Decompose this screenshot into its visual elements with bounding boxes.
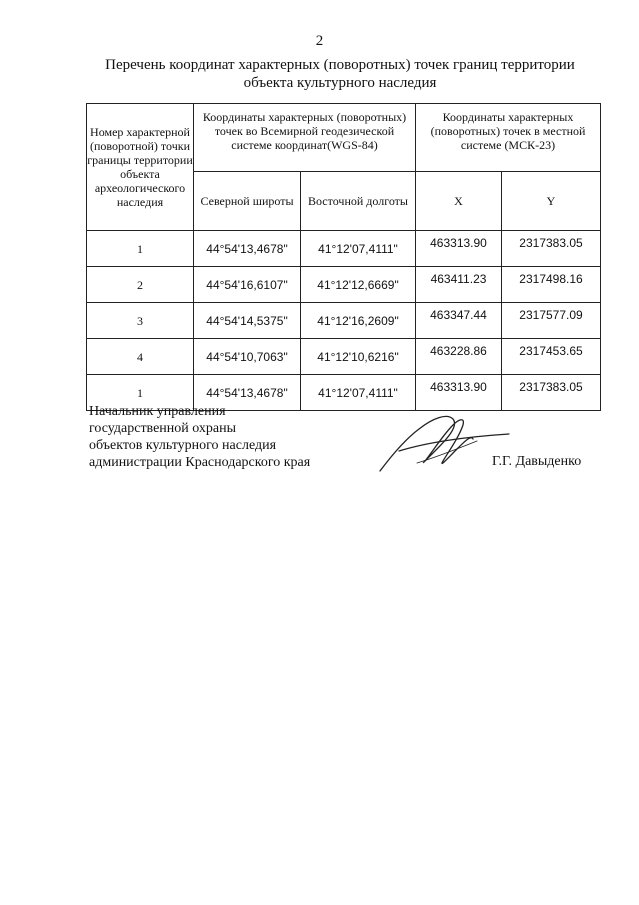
longitude: 41°12'10,6216" — [301, 339, 416, 375]
latitude: 44°54'10,7063" — [194, 339, 301, 375]
latitude: 44°54'13,4678" — [194, 231, 301, 267]
header-x: X — [416, 172, 502, 231]
point-number: 4 — [87, 339, 194, 375]
document-title — [80, 56, 600, 92]
y-coordinate: 2317453.65 — [502, 339, 601, 375]
latitude: 44°54'16,6107" — [194, 267, 301, 303]
table-row — [87, 339, 601, 375]
x-coordinate: 463347.44 — [416, 303, 502, 339]
longitude: 41°12'16,2609" — [301, 303, 416, 339]
position-line-3: объектов культурного наследия — [89, 438, 277, 453]
coordinates-table — [86, 103, 601, 411]
header-wgs84: Координаты характерных (поворотных) точек во Всемирной геодезической системе координат(WGS-84) — [194, 104, 416, 172]
x-coordinate: 463228.86 — [416, 339, 502, 375]
x-coordinate: 463411.23 — [416, 267, 502, 303]
latitude: 44°54'13,4678" — [194, 375, 301, 411]
y-coordinate: 2317383.05 — [502, 375, 601, 411]
header-east-longitude: Восточной долготы — [301, 172, 416, 231]
position-line-4: администрации Краснодарского края — [89, 455, 311, 470]
header-north-latitude: Северной широты — [194, 172, 301, 231]
longitude: 41°12'12,6669" — [301, 267, 416, 303]
longitude: 41°12'07,4111" — [301, 375, 416, 411]
longitude: 41°12'07,4111" — [301, 231, 416, 267]
signer-name: Г.Г. Давыденко — [492, 454, 582, 469]
latitude: 44°54'14,5375" — [194, 303, 301, 339]
header-msk23: Координаты характерных (поворотных) точек в местной системе (МСК-23) — [416, 104, 601, 172]
point-number: 1 — [87, 231, 194, 267]
point-number: 1 — [87, 375, 194, 411]
point-number: 2 — [87, 267, 194, 303]
x-coordinate: 463313.90 — [416, 375, 502, 411]
signatory-position — [89, 403, 310, 471]
title-line-2: объекта культурного наследия — [243, 75, 437, 91]
position-line-2: государственной охраны — [89, 421, 237, 436]
point-number: 3 — [87, 303, 194, 339]
y-coordinate: 2317498.16 — [502, 267, 601, 303]
x-coordinate: 463313.90 — [416, 231, 502, 267]
header-point-number: Номер характерной (поворотной) точки границы территории объекта археологического наследия — [87, 104, 194, 231]
y-coordinate: 2317383.05 — [502, 231, 601, 267]
y-coordinate: 2317577.09 — [502, 303, 601, 339]
table-row — [87, 267, 601, 303]
table-row — [87, 303, 601, 339]
page-number: 2 — [315, 33, 324, 49]
header-y: Y — [502, 172, 601, 231]
title-line-1: Перечень координат характерных (поворотных) точек границ территории — [105, 57, 575, 73]
table-row — [87, 231, 601, 267]
position-line-1: Начальник управления — [89, 404, 226, 419]
